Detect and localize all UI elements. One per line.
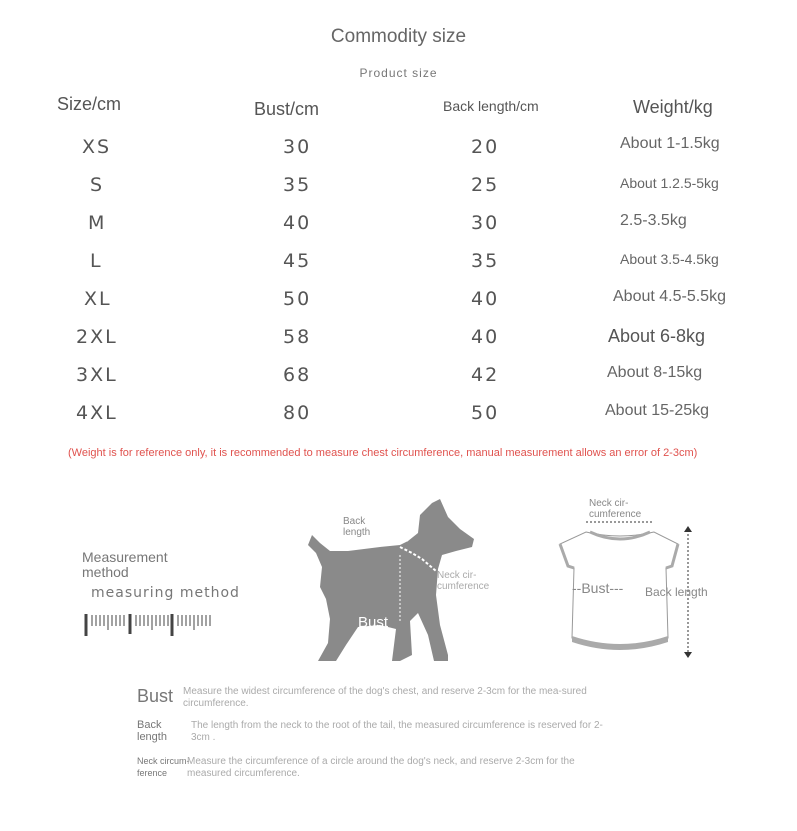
back-cell: 25: [471, 174, 500, 196]
dog-bust-label: Bust: [358, 614, 389, 631]
page-title: Commodity size: [330, 26, 467, 47]
desc-key-back-length: Back length: [137, 719, 167, 743]
shirt-neck-label: Neck cir-cumference: [589, 498, 642, 520]
desc-text-bust: Measure the widest circumference of the dog's chest, and reserve 2-3cm for the mea-sured circumference.: [183, 686, 587, 709]
bust-cell: 80: [283, 402, 312, 424]
bust-cell: 30: [283, 136, 312, 158]
shirt-back-length-label: Back length: [645, 585, 708, 599]
bust-cell: 58: [283, 326, 312, 348]
weight-cell: 2.5-3.5kg: [620, 212, 687, 229]
desc-text-neck: Measure the circumference of a circle around the dog's neck, and reserve 2-3cm for the measured circumference.: [187, 756, 575, 779]
page-subtitle: Product size: [359, 66, 438, 80]
bust-cell: 68: [283, 364, 312, 386]
back-cell: 40: [471, 326, 500, 348]
desc-text-back-length: The length from the neck to the root of the tail, the measured circumference is reserved for 2-3cm .: [191, 720, 603, 743]
header-weight: Weight/kg: [633, 97, 713, 117]
size-cell: XS: [82, 136, 112, 158]
size-cell: 3XL: [76, 364, 118, 386]
size-cell: M: [88, 212, 107, 234]
dog-neck-label: Neck cir-cumference: [437, 570, 490, 592]
desc-key-neck: Neck circum-ference: [137, 756, 190, 778]
header-size: Size/cm: [57, 94, 122, 114]
bust-cell: 45: [283, 250, 312, 272]
desc-key-bust: Bust: [137, 686, 174, 706]
size-cell: S: [90, 174, 105, 196]
shirt-bust-label: --Bust---: [572, 580, 624, 596]
size-cell: 4XL: [76, 402, 118, 424]
weight-note: (Weight is for reference only, it is recommended to measure chest circumference, manual measurement allows an error of 2-3cm): [68, 447, 698, 459]
back-cell: 40: [471, 288, 500, 310]
weight-cell: About 6-8kg: [608, 326, 706, 346]
back-cell: 35: [471, 250, 500, 272]
back-cell: 50: [471, 402, 500, 424]
bust-cell: 50: [283, 288, 312, 310]
measurement-method-title: Measurement method: [82, 549, 168, 580]
size-cell: 2XL: [76, 326, 118, 348]
weight-cell: About 8-15kg: [607, 364, 703, 381]
weight-cell: About 1-1.5kg: [620, 135, 720, 152]
weight-cell: About 15-25kg: [605, 402, 710, 419]
weight-cell: About 4.5-5.5kg: [613, 288, 726, 305]
weight-cell: About 3.5-4.5kg: [620, 251, 719, 267]
back-cell: 30: [471, 212, 500, 234]
header-back-length: Back length/cm: [443, 98, 539, 114]
size-cell: L: [90, 250, 103, 272]
bust-cell: 40: [283, 212, 312, 234]
bust-cell: 35: [283, 174, 312, 196]
ruler-icon: [84, 612, 214, 638]
weight-cell: About 1.2.5-5kg: [620, 175, 719, 191]
header-bust: Bust/cm: [254, 99, 320, 119]
dog-back-length-label: Back length: [343, 516, 371, 538]
measurement-method-subtitle: measuring method: [91, 585, 240, 601]
back-cell: 20: [471, 136, 500, 158]
back-cell: 42: [471, 364, 500, 386]
size-cell: XL: [84, 288, 112, 310]
